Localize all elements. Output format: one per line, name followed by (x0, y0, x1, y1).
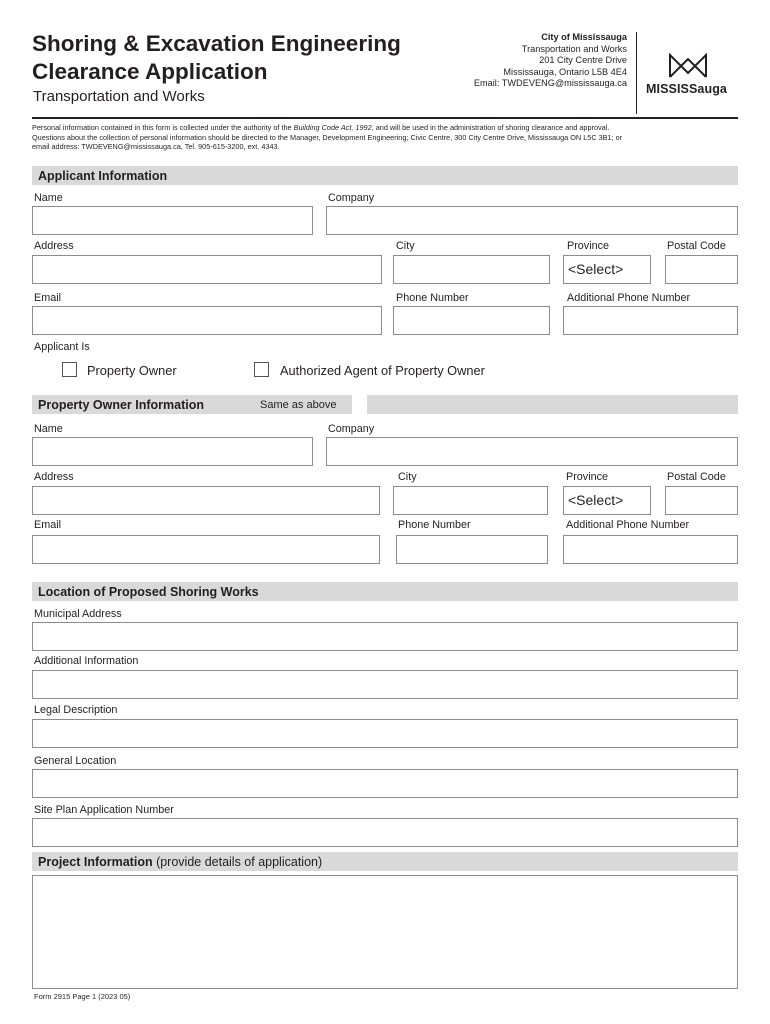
owner-address-field[interactable] (32, 486, 380, 515)
legal-description-field[interactable] (32, 719, 738, 748)
section-title-bold: Project Information (38, 855, 153, 869)
owner-name-field[interactable] (32, 437, 313, 466)
authorized-agent-checkbox[interactable] (254, 362, 269, 377)
mississauga-logo-text: MISSISSauga (646, 82, 727, 96)
applicant-phone2-label: Additional Phone Number (567, 292, 691, 304)
same-as-above-label: Same as above (260, 399, 337, 411)
section-title (38, 855, 322, 869)
mississauga-logo-icon (668, 53, 708, 79)
applicant-address-field[interactable] (32, 255, 382, 284)
section-applicant-information (32, 166, 738, 185)
address-line: City of Mississauga (541, 32, 627, 42)
privacy-notice (32, 123, 732, 152)
owner-city-field[interactable] (393, 486, 548, 515)
applicant-province-select[interactable]: <Select> (563, 255, 651, 284)
applicant-name-field[interactable] (32, 206, 313, 235)
additional-information-field[interactable] (32, 670, 738, 699)
owner-name-label: Name (34, 423, 63, 435)
owner-postal-field[interactable] (665, 486, 738, 515)
applicant-is-label: Applicant Is (34, 341, 90, 353)
owner-phone2-label: Additional Phone Number (566, 519, 690, 531)
section-title: Location of Proposed Shoring Works (38, 585, 259, 599)
general-location-field[interactable] (32, 769, 738, 798)
address-line: Mississauga, Ontario L5B 4E4 (503, 66, 627, 77)
form-title-line2: Clearance Application (32, 59, 268, 84)
city-address-block (474, 32, 627, 90)
legal-description-label: Legal Description (34, 704, 118, 716)
act-name: Building Code Act, 1992 (293, 123, 372, 132)
applicant-postal-label: Postal Code (667, 240, 726, 252)
authorized-agent-option-label: Authorized Agent of Property Owner (280, 363, 485, 378)
privacy-text: email address: TWDEVENG@mississauga.ca, Tel. 905-615-3200, ext. 4343. (32, 142, 280, 152)
applicant-phone-label: Phone Number (396, 292, 469, 304)
general-location-label: General Location (34, 755, 117, 767)
section-project-information (32, 852, 738, 871)
applicant-city-label: City (396, 240, 415, 252)
applicant-name-label: Name (34, 192, 63, 204)
applicant-company-label: Company (328, 192, 375, 204)
section-title-note: (provide details of application) (152, 855, 323, 869)
address-email: Email: TWDEVENG@mississauga.ca (473, 78, 627, 89)
owner-company-label: Company (328, 423, 375, 435)
form-title (32, 30, 401, 86)
applicant-email-label: Email (34, 292, 61, 304)
section-title: Applicant Information (38, 169, 168, 183)
owner-company-field[interactable] (326, 437, 738, 466)
applicant-phone2-field[interactable] (563, 306, 738, 335)
header-divider (636, 32, 637, 114)
owner-email-label: Email (34, 519, 61, 531)
site-plan-number-field[interactable] (32, 818, 738, 847)
section-location-of-proposed-shoring-works (32, 582, 738, 601)
privacy-text: , and will be used in the administration of shoring clearance and approval. (371, 123, 610, 132)
municipal-address-label: Municipal Address (34, 608, 122, 620)
form-footer: Form 2915 Page 1 (2023 05) (34, 992, 131, 1001)
additional-information-label: Additional Information (34, 655, 139, 667)
owner-email-field[interactable] (32, 535, 380, 564)
project-information-textarea[interactable] (32, 875, 738, 989)
owner-province-label: Province (566, 471, 609, 483)
same-as-above-checkbox[interactable] (352, 395, 367, 414)
owner-phone-field[interactable] (396, 535, 548, 564)
applicant-province-label: Province (567, 240, 610, 252)
owner-city-label: City (398, 471, 417, 483)
form-subtitle: Transportation and Works (33, 88, 205, 105)
address-line: Transportation and Works (521, 43, 627, 54)
property-owner-checkbox[interactable] (62, 362, 77, 377)
owner-address-label: Address (34, 471, 74, 483)
applicant-phone-field[interactable] (393, 306, 550, 335)
owner-postal-label: Postal Code (667, 471, 726, 483)
section-title: Property Owner Information (38, 398, 204, 412)
header-rule (32, 117, 738, 119)
owner-province-select[interactable]: <Select> (563, 486, 651, 515)
applicant-postal-field[interactable] (665, 255, 738, 284)
owner-phone-label: Phone Number (398, 519, 471, 531)
section-property-owner-information (32, 395, 738, 414)
applicant-city-field[interactable] (393, 255, 550, 284)
property-owner-option-label: Property Owner (87, 363, 177, 378)
privacy-text: Questions about the collection of personal information should be directed to the Manager, Development Engineering; Civic Centre, 300 City Centre Drive, Mississauga ON L5C 3B1; or (32, 132, 623, 142)
site-plan-number-label: Site Plan Application Number (34, 804, 174, 816)
privacy-text: Personal information contained in this form is collected under the authority of the (32, 123, 294, 132)
applicant-address-label: Address (34, 240, 74, 252)
owner-phone2-field[interactable] (563, 535, 738, 564)
applicant-email-field[interactable] (32, 306, 382, 335)
municipal-address-field[interactable] (32, 622, 738, 651)
applicant-company-field[interactable] (326, 206, 738, 235)
form-title-line1: Shoring & Excavation Engineering (32, 31, 401, 56)
address-line: 201 City Centre Drive (539, 55, 627, 66)
